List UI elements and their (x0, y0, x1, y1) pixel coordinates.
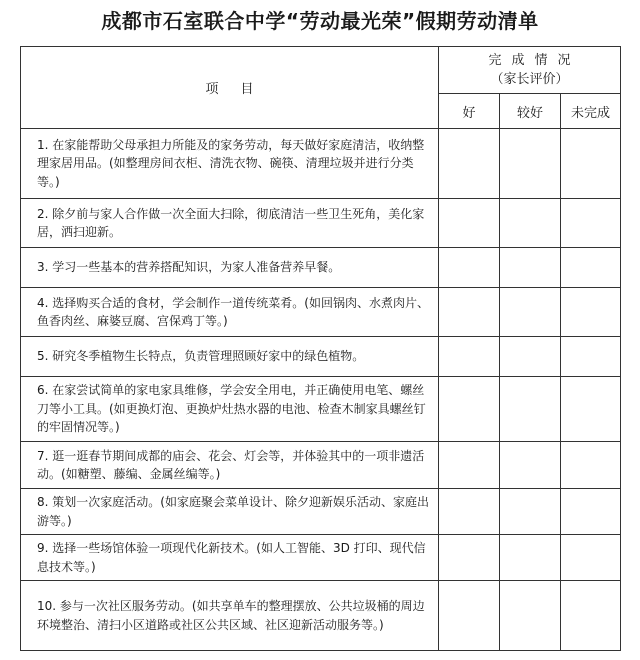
header-incomplete: 未完成 (561, 94, 621, 129)
fairly-good-checkbox-cell[interactable] (500, 489, 561, 535)
fairly-good-checkbox-cell[interactable] (500, 581, 561, 651)
good-checkbox-cell[interactable] (439, 442, 500, 489)
table-row (21, 199, 621, 248)
good-checkbox-cell[interactable] (439, 489, 500, 535)
incomplete-checkbox-cell[interactable] (561, 337, 621, 377)
incomplete-checkbox-cell[interactable] (561, 535, 621, 581)
fairly-good-checkbox-cell[interactable] (500, 442, 561, 489)
table-row (21, 337, 621, 377)
fairly-good-checkbox-cell[interactable] (500, 199, 561, 248)
header-good: 好 (439, 94, 500, 129)
fairly-good-checkbox-cell[interactable] (500, 535, 561, 581)
good-checkbox-cell[interactable] (439, 288, 500, 337)
table-row (21, 129, 621, 199)
table-row (21, 288, 621, 337)
good-checkbox-cell[interactable] (439, 337, 500, 377)
page-title: 成都市石室联合中学“劳动最光荣”假期劳动清单 (101, 9, 539, 33)
incomplete-checkbox-cell[interactable] (561, 288, 621, 337)
header-status (439, 47, 621, 94)
incomplete-checkbox-cell[interactable] (561, 199, 621, 248)
header-fairly-good: 较好 (500, 94, 561, 129)
item-text: 5. 研究冬季植物生长特点，负责管理照顾好家中的绿色植物。 (21, 337, 439, 377)
incomplete-checkbox-cell[interactable] (561, 581, 621, 651)
table-row (21, 535, 621, 581)
fairly-good-checkbox-cell[interactable] (500, 288, 561, 337)
fairly-good-checkbox-cell[interactable] (500, 248, 561, 288)
fairly-good-checkbox-cell[interactable] (500, 337, 561, 377)
table-row (21, 489, 621, 535)
incomplete-checkbox-cell[interactable] (561, 442, 621, 489)
item-text: 1. 在家能帮助父母承担力所能及的家务劳动，每天做好家庭清洁，收纳整理家居用品。(如整理房间衣柜、清洗衣物、碗筷、清理垃圾并进行分类等。) (21, 129, 439, 199)
item-text: 6. 在家尝试简单的家电家具维修，学会安全用电，并正确使用电笔、螺丝刀等小工具。(如更换灯泡、更换炉灶热水器的电池、检查木制家具螺丝钉的牢固情况等。) (21, 377, 439, 442)
table-row (21, 442, 621, 489)
header-status-label: 完成情况 (488, 53, 581, 68)
labor-checklist-table (20, 46, 621, 651)
fairly-good-checkbox-cell[interactable] (500, 129, 561, 199)
item-text: 10. 参与一次社区服务劳动。(如共享单车的整理摆放、公共垃圾桶的周边环境整治、清扫小区道路或社区公共区域、社区迎新活动服务等。) (21, 581, 439, 651)
good-checkbox-cell[interactable] (439, 377, 500, 442)
item-text: 9. 选择一些场馆体验一项现代化新技术。(如人工智能、3D 打印、现代信息技术等。) (21, 535, 439, 581)
item-text: 8. 策划一次家庭活动。(如家庭聚会菜单设计、除夕迎新娱乐活动、家庭出游等。) (21, 489, 439, 535)
item-text: 7. 逛一逛春节期间成都的庙会、花会、灯会等，并体验其中的一项非遗活动。(如糖塑、藤编、金属丝编等。) (21, 442, 439, 489)
table-row (21, 248, 621, 288)
header-item: 项目 (21, 47, 439, 129)
item-text: 3. 学习一些基本的营养搭配知识，为家人准备营养早餐。 (21, 248, 439, 288)
incomplete-checkbox-cell[interactable] (561, 489, 621, 535)
incomplete-checkbox-cell[interactable] (561, 248, 621, 288)
good-checkbox-cell[interactable] (439, 581, 500, 651)
table-row (21, 581, 621, 651)
header-status-sub: （家长评价） (490, 72, 569, 87)
incomplete-checkbox-cell[interactable] (561, 129, 621, 199)
item-text: 4. 选择购买合适的食材，学会制作一道传统菜肴。(如回锅肉、水煮肉片、鱼香肉丝、麻婆豆腐、宫保鸡丁等。) (21, 288, 439, 337)
good-checkbox-cell[interactable] (439, 535, 500, 581)
good-checkbox-cell[interactable] (439, 248, 500, 288)
table-row (21, 377, 621, 442)
item-text: 2. 除夕前与家人合作做一次全面大扫除，彻底清洁一些卫生死角，美化家居，洒扫迎新。 (21, 199, 439, 248)
good-checkbox-cell[interactable] (439, 199, 500, 248)
good-checkbox-cell[interactable] (439, 129, 500, 199)
fairly-good-checkbox-cell[interactable] (500, 377, 561, 442)
incomplete-checkbox-cell[interactable] (561, 377, 621, 442)
